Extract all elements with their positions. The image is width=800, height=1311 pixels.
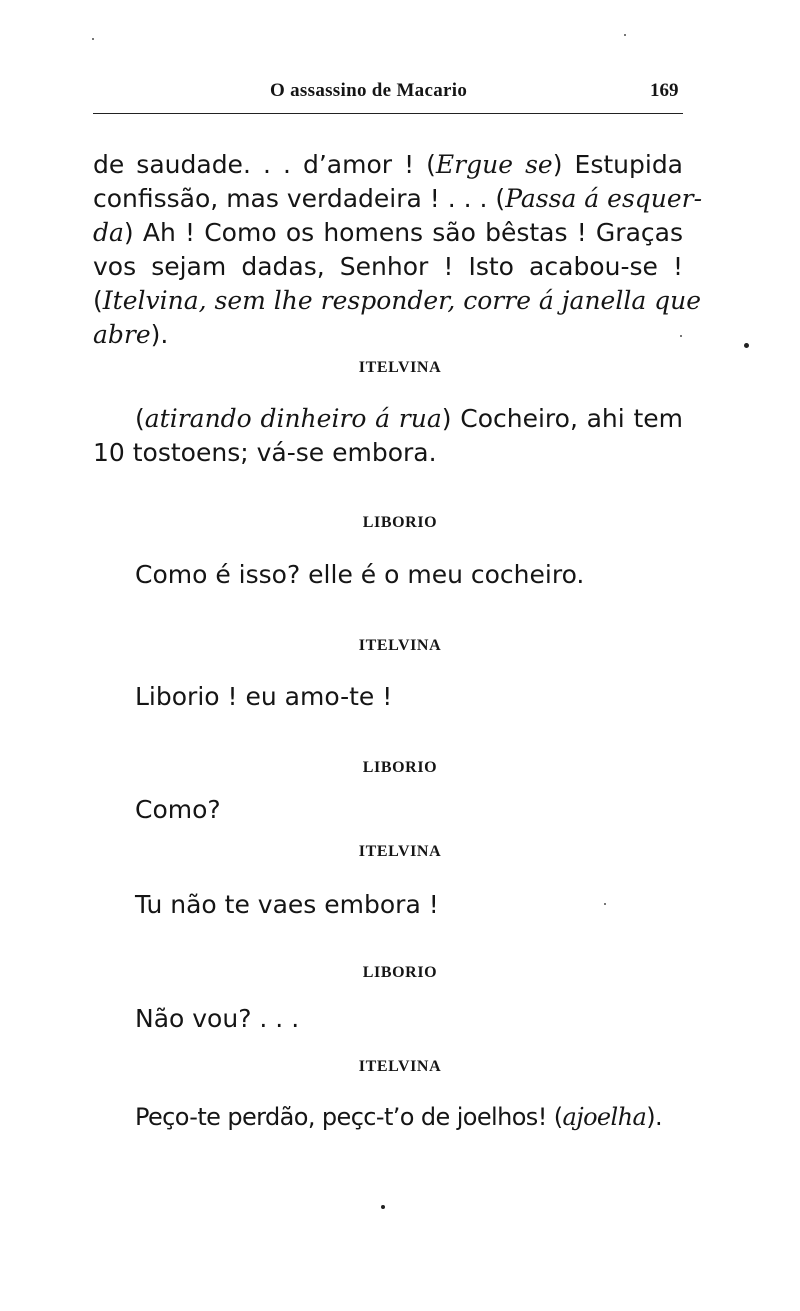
text-line	[93, 284, 702, 318]
text-run: de saudade. . . d’amor ! (	[93, 150, 436, 179]
speaker-name: ITELVINA	[358, 637, 442, 654]
stage-direction: abre	[93, 320, 151, 349]
text-run: ).	[150, 320, 169, 349]
text-line: vos sejam dadas, Senhor ! Isto acabou-se !	[93, 252, 683, 281]
scan-dust	[680, 335, 682, 337]
stage-direction: Ergue se	[435, 150, 553, 179]
text-run: Peço-te perdão, peçc-t’o de joelhos! (	[135, 1103, 563, 1131]
text-run: ) Estupida	[552, 150, 684, 179]
speaker-name: ITELVINA	[358, 359, 442, 376]
dialogue-line	[135, 1100, 685, 1134]
text-run: (	[135, 404, 145, 433]
speaker-name: LIBORIO	[362, 514, 438, 531]
dialogue-line: Tu não te vaes embora !	[135, 890, 439, 919]
stage-direction: Passa á esquer-	[505, 184, 703, 213]
dialogue-line: Como é isso? elle é o meu cocheiro.	[135, 560, 585, 589]
text-run: ) Ah ! Como os homens são bêstas ! Graças	[123, 218, 683, 247]
paragraph-itelvina	[93, 402, 683, 472]
scan-speck	[381, 1205, 385, 1209]
scan-dust	[92, 38, 94, 40]
dialogue-line: Como?	[135, 795, 221, 824]
text-run: (	[93, 286, 103, 315]
dialogue-line: Liborio ! eu amo-te !	[135, 682, 393, 711]
scan-dust	[604, 903, 606, 905]
stage-direction: ajoelha	[562, 1103, 647, 1131]
text-run: ).	[646, 1103, 662, 1131]
scan-dust	[624, 34, 626, 36]
stage-direction: atirando dinheiro á rua	[144, 404, 442, 433]
dialogue-line: Não vou? . . .	[135, 1004, 300, 1033]
text-line	[93, 216, 683, 250]
stage-direction: Itelvina, sem lhe responder, corre á janella que	[102, 286, 702, 315]
text-line	[93, 148, 683, 182]
text-run: confissão, mas verdadeira ! . . . (	[93, 184, 506, 213]
running-title: O assassino de Macario	[270, 80, 468, 101]
speaker-name: ITELVINA	[358, 843, 442, 860]
text-line: 10 tostoens; vá-se embora.	[93, 438, 437, 467]
header-rule	[93, 113, 683, 114]
scan-speck	[744, 343, 749, 348]
paragraph-liborio-monologue	[93, 148, 703, 358]
text-line	[93, 318, 168, 352]
speaker-name: LIBORIO	[362, 964, 438, 981]
text-run: ) Cocheiro, ahi tem	[441, 404, 683, 433]
stage-direction: da	[93, 218, 124, 247]
text-line	[135, 402, 683, 436]
speaker-name: ITELVINA	[358, 1058, 442, 1075]
text-line	[93, 182, 703, 216]
page-number: 169	[650, 80, 679, 101]
speaker-name: LIBORIO	[362, 759, 438, 776]
